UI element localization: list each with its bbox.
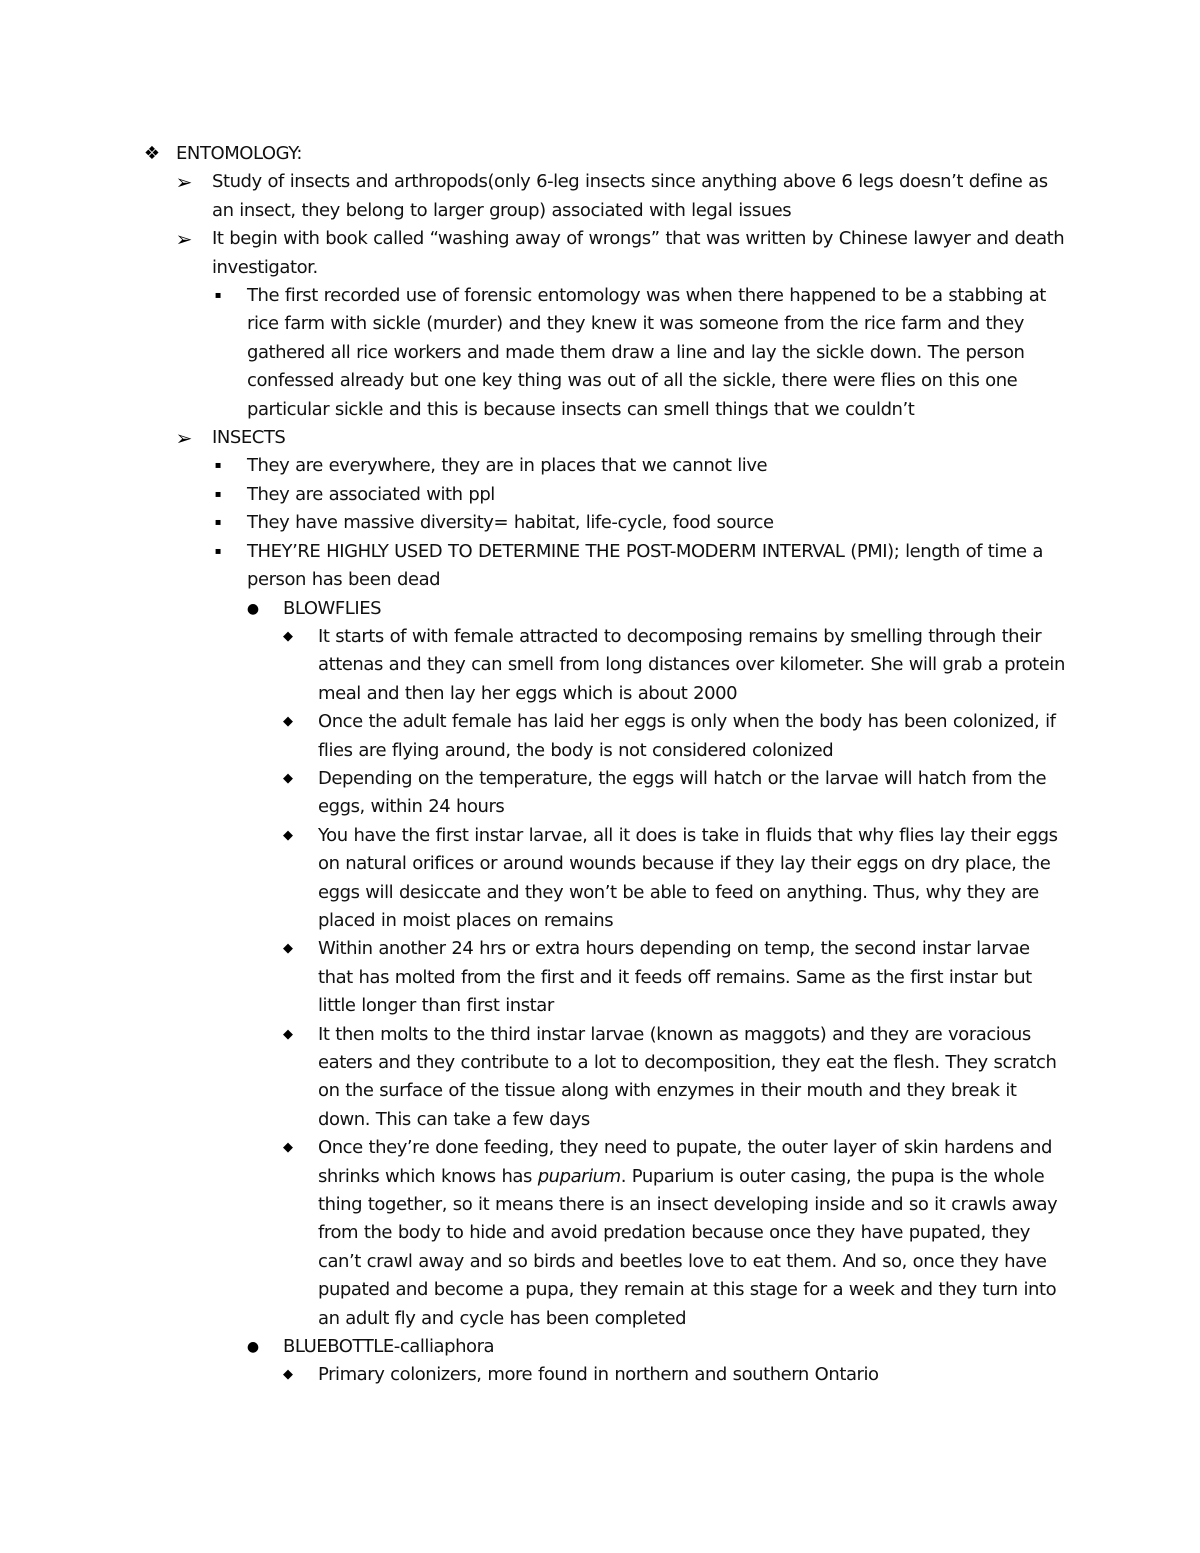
- diamond-bullet-icon: ◆: [283, 941, 293, 957]
- arrow-bullet-icon: ➢: [175, 426, 193, 451]
- diamond-bullet-icon: ◆: [283, 827, 293, 843]
- blowflies-title: BLOWFLIES: [283, 597, 382, 619]
- list-item-insects: [0, 424, 1200, 452]
- diamond-bullet-icon: ◆: [283, 1367, 293, 1383]
- diamond-bullet-icon: ◆: [283, 628, 293, 644]
- arrow-bullet-icon: ➢: [175, 170, 193, 195]
- document-body: [0, 140, 1200, 1390]
- stage-text: Once the adult female has laid her eggs is only when the body has been colonized, if flies are flying around, the body is not considered colonized: [318, 711, 1056, 761]
- arrow-bullet-icon: ➢: [175, 227, 193, 252]
- heading-text: ENTOMOLOGY:: [176, 143, 303, 164]
- list-item-first-case: [0, 282, 1200, 424]
- square-bullet-icon: ▪: [214, 488, 222, 500]
- heading-entomology: [0, 140, 1200, 168]
- stage-text: Depending on the temperature, the eggs will hatch or the larvae will hatch from the eggs, within 24 hours: [318, 767, 1047, 818]
- bluebottle-point-text: Primary colonizers, more found in northern and southern Ontario: [318, 1364, 879, 1386]
- insects-title: INSECTS: [212, 427, 286, 449]
- diamond-bullet-icon: ◆: [283, 714, 293, 730]
- square-bullet-icon: ▪: [214, 517, 222, 529]
- list-item-insect-point: [0, 538, 1200, 595]
- definition-text: Study of insects and arthropods(only 6-leg insects since anything above 6 legs doesn’t define as an insect, they belong to larger group) associated with legal issues: [212, 171, 1048, 221]
- list-item-stage: [0, 765, 1200, 822]
- list-item-history: [0, 225, 1200, 282]
- diamond-bullet-icon: ◆: [283, 1140, 293, 1156]
- list-item-definition: [0, 168, 1200, 225]
- pupa-text-before: Once they’re done feeding, they need to pupate, the outer layer of skin hardens and shrinks which knows has: [318, 1137, 1052, 1187]
- list-item-insect-point: [0, 452, 1200, 480]
- list-item-insect-point: [0, 509, 1200, 537]
- insect-point-text: They are everywhere, they are in places that we cannot live: [247, 455, 768, 477]
- puparium-term: puparium: [537, 1165, 621, 1187]
- list-item-bluebottle-point: [0, 1361, 1200, 1389]
- insect-point-text: They have massive diversity= habitat, life-cycle, food source: [247, 512, 774, 534]
- diamond-bullet-icon: ◆: [283, 770, 293, 786]
- list-item-bluebottle: [0, 1333, 1200, 1361]
- history-text: It begin with book called “washing away of wrongs” that was written by Chinese lawyer and death investigator.: [212, 228, 1065, 278]
- insect-point-text: They are associated with ppl: [247, 483, 495, 505]
- diamond-bullet-icon: ◆: [283, 1026, 293, 1042]
- pupa-text-after: . Puparium is outer casing, the pupa is the whole thing together, so it means there is an insect developing inside and so it crawls away from the body to hide and avoid predation because once they have pupated, they can’t crawl away and so birds and beetles love to eat them. And so, once they have pupated and become a pupa, they remain at this stage for a week and they turn into an adult fly and cycle has been completed: [318, 1165, 1058, 1329]
- first-case-text: The first recorded use of forensic entomology was when there happened to be a stabbing at rice farm with sickle (murder) and they knew it was someone from the rice farm and they gathered all rice workers and made them draw a line and lay the sickle down. The person confessed already but one key thing was out of all the sickle, there were flies on this one particular sickle and this is because insects can smell things that we couldn’t: [247, 285, 1046, 420]
- diamond-star-bullet-icon: ❖: [143, 143, 161, 164]
- stage-text: It then molts to the third instar larvae (known as maggots) and they are voracious eaters and they contribute to a lot to decomposition, they eat the flesh. They scratch on the surface of the tissue along with enzymes in their mouth and they break it down. This can take a few days: [318, 1023, 1057, 1130]
- list-item-blowflies: [0, 595, 1200, 623]
- list-item-stage: [0, 623, 1200, 708]
- list-item-stage: [0, 935, 1200, 1020]
- stage-text: You have the first instar larvae, all it does is take in fluids that why flies lay their eggs on natural orifices or around wounds because if they lay their eggs on dry place, the eggs will desiccate and they won’t be able to feed on anything. Thus, why they are placed in moist places on remains: [318, 824, 1058, 931]
- stage-text: It starts of with female attracted to decomposing remains by smelling through their attenas and they can smell from long distances over kilometer. She will grab a protein meal and then lay her eggs which is about 2000: [318, 625, 1065, 704]
- round-bullet-icon: ●: [246, 600, 260, 617]
- square-bullet-icon: ▪: [214, 545, 222, 557]
- list-item-insect-point: [0, 481, 1200, 509]
- pupa-text: [318, 1134, 1065, 1333]
- bluebottle-title: BLUEBOTTLE-calliaphora: [283, 1336, 495, 1358]
- square-bullet-icon: ▪: [214, 460, 222, 472]
- round-bullet-icon: ●: [246, 1339, 260, 1356]
- list-item-stage: [0, 822, 1200, 936]
- list-item-stage: [0, 1021, 1200, 1135]
- square-bullet-icon: ▪: [214, 290, 222, 302]
- stage-text: Within another 24 hrs or extra hours depending on temp, the second instar larvae that has molted from the first and it feeds off remains. Same as the first instar but little longer than first instar: [318, 938, 1032, 1017]
- list-item-stage: [0, 708, 1200, 765]
- insect-point-text: THEY’RE HIGHLY USED TO DETERMINE THE POST-MODERM INTERVAL (PMI); length of time a person has been dead: [247, 540, 1044, 591]
- list-item-stage-pupa: [0, 1134, 1200, 1333]
